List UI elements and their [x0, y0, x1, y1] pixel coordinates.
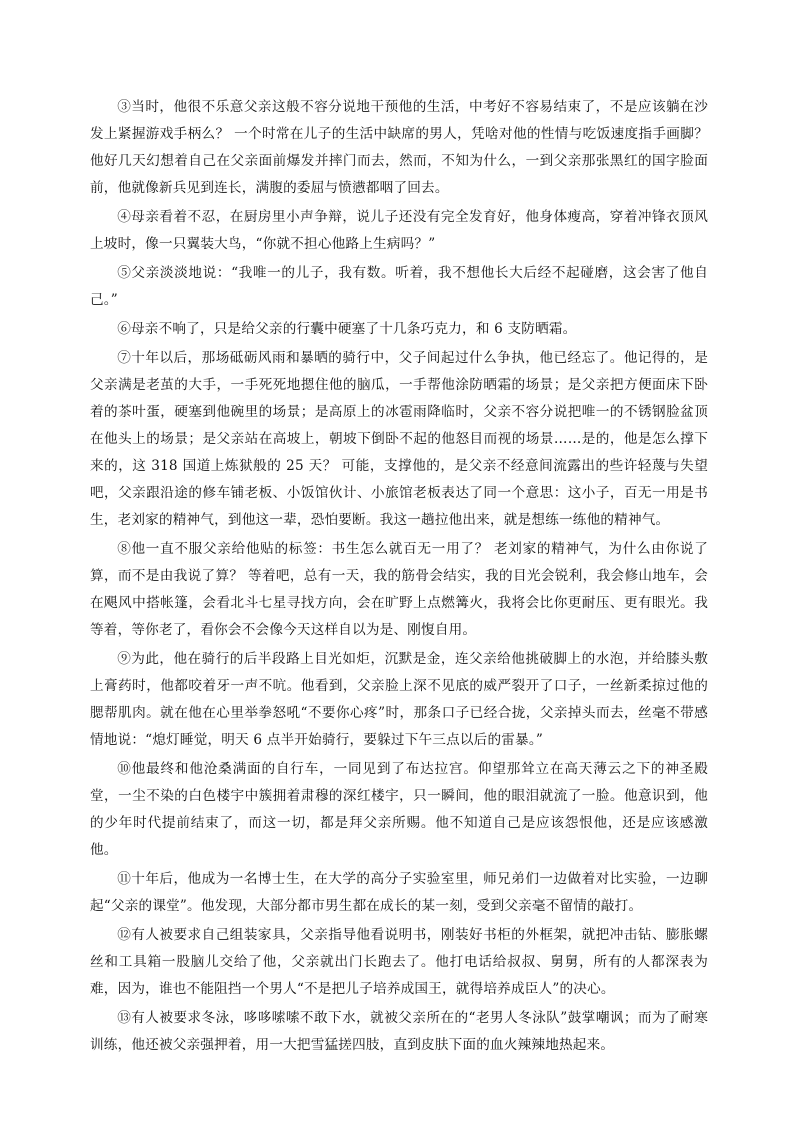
- paragraph-5: ⑤父亲淡淡地说：“我唯一的儿子，我有数。听着，我不想他长大后经不起碰磨，这会害了他自己。”: [90, 265, 708, 308]
- paragraph-10: ⑩他最终和他沧桑满面的自行车，一同见到了布达拉宫。仰望那耸立在高天薄云之下的神圣殿堂，一尘不染的白色楼宇中簇拥着肃穆的深红楼宇，只一瞬间，他的眼泪就流了一脸。他意识到，他的少年时代提前结束了，而这一切，都是拜父亲所赐。他不知道自己是应该怨恨他，还是应该感激他。: [90, 761, 708, 858]
- paragraph-7: ⑦十年以后，那场砥砺风雨和暴晒的骑行中，父子间起过什么争执，他已经忘了。他记得的，是父亲满是老茧的大手，一手死死地摁住他的脑瓜，一手帮他涂防晒霜的场景；是父亲把方便面床下卧着的茶叶蛋，硬塞到他碗里的场景；是高原上的冰雹雨降临时，父亲不容分说把唯一的不锈钢脸盆顶在他头上的场景；是父亲站在高坡上，朝坡下倒卧不起的他怒目而视的场景……是的，他是怎么撑下来的，这 318 国道上炼狱般的 25 天？ 可能，支撑他的，是父亲不经意间流露出的些许轻蔑与失望吧，父亲跟沿途的修车铺老板、小饭馆伙计、小旅馆老板表达了同一个意思：这小子，百无一用是书生，老刘家的精神气，到他这一辈，恐怕要断。我这一趟拉他出来，就是想练一练他的精神气。: [90, 350, 708, 528]
- paragraph-11: ⑪十年后，他成为一名博士生，在大学的高分子实验室里，师兄弟们一边做着对比实验，一边聊起“父亲的课堂”。他发现，大部分都市男生都在成长的某一刻，受到父亲毫不留情的敲打。: [90, 871, 708, 914]
- paragraph-12: ⑫有人被要求自己组装家具，父亲指导他看说明书，刚装好书柜的外框架，就把冲击钻、膨胀螺丝和工具箱一股脑儿交给了他，父亲就出门长跑去了。他打电话给叔叔、舅舅，所有的人都深表为难，因为，谁也不能阻挡一个男人“不是把儿子培养成国王，就得培养成臣人”的决心。: [90, 927, 708, 997]
- paragraph-3: ③当时，他很不乐意父亲这般不容分说地干预他的生活，中考好不容易结束了，不是应该躺在沙发上紧握游戏手柄么？ 一个时常在儿子的生活中缺席的男人，凭啥对他的性情与吃饭速度指手画脚？ 他好几天幻想着自己在父亲面前爆发并摔门而去，然而，不知为什么，一到父亲那张黑红的国字脸面前，他就像新兵见到连长，满腹的委屈与愤懑都咽了回去。: [90, 99, 708, 196]
- paragraph-6: ⑥母亲不响了，只是给父亲的行囊中硬塞了十几条巧克力，和 6 支防晒霜。: [117, 321, 577, 337]
- document-page: [90, 94, 708, 1061]
- paragraph-9: ⑨为此，他在骑行的后半段路上目光如炬，沉默是金，连父亲给他挑破脚上的水泡，并给膝头敷上膏药时，他都咬着牙一声不吭。他看到，父亲脸上深不见底的威严裂开了口子，一丝新柔掠过他的腮帮肌肉。就在他在心里举拳怒吼“不要你心疼”时，那条口子已经合拢，父亲掉头而去，丝毫不带感情地说：“熄灯睡觉，明天 6 点半开始骑行，要躲过下午三点以后的雷暴。”: [90, 651, 708, 748]
- paragraph-13: ⑬有人被要求冬泳，哆哆嗦嗦不敢下水，就被父亲所在的“老男人冬泳队”鼓掌嘲讽；而为了耐寒训练，他还被父亲强押着，用一大把雪猛搓四肢，直到皮肤下面的血火辣辣地热起来。: [90, 1010, 708, 1053]
- paragraph-8: ⑧他一直不服父亲给他贴的标签：书生怎么就百无一用了？ 老刘家的精神气，为什么由你说了算，而不是由我说了算？ 等着吧，总有一天，我的筋骨会结实，我的目光会锐利，我会修山地车，会在飓风中搭帐篷，会看北斗七星寻找方向，会在旷野上点燃篝火，我将会比你更耐压、更有眼光。我等着，等你老了，看你会不会像今天这样自以为是、刚愎自用。: [90, 541, 708, 638]
- paragraph-4: ④母亲看着不忍，在厨房里小声争辩，说儿子还没有完全发育好，他身体瘦高，穿着冲锋衣顶风上坡时，像一只翼装大鸟，“你就不担心他路上生病吗？”: [90, 209, 708, 252]
